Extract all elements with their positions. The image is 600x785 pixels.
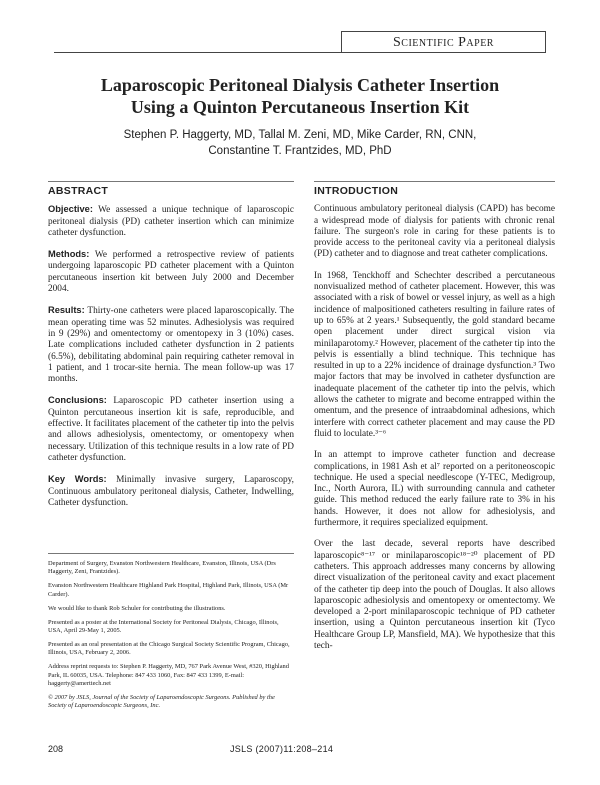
abstract-column [48, 181, 294, 519]
note-affiliation-2: Evanston Northwestern Healthcare Highland Park Hospital, Highland Park, Illinois, USA (Mr Carder). [48, 582, 289, 598]
abstract-keywords [48, 474, 294, 509]
author-notes [48, 553, 294, 716]
note-affiliation-1: Department of Surgery, Evanston Northwestern Healthcare, Evanston, Illinois, USA (Drs Haggerty, Zeni, Frantzides). [48, 560, 276, 576]
header-rule [54, 52, 546, 53]
intro-paragraph-4: Over the last decade, several reports have described laparoscopic⁸⁻¹⁷ or minilaparoscopic¹⁸⁻²⁰ placement of PD catheters. This approach addresses many concerns by allowing direct visualization of the peritoneal cavity and exact placement of the catheter tip deep into the pouch of Douglas. It also allows laparoscopic adhesiolysis and omentopexy or omentectomy. We developed a 2-port minilaparoscopic technique of PD catheter insertion, using a Quinton percutaneous insertion kit (Tyco Healthcare Group LP, Mansfield, MA). We hypothesize that this tech- [314, 539, 555, 651]
page-number: 208 [48, 744, 64, 754]
results-text: Thirty-one catheters were placed laparoscopically. The mean operating time was 52 minutes. Adhesiolysis was required in 9 (29%) and omentectomy or omentopexy in 3 (10%) cases. Late complications included catheter dysfunction in 2 patients (6.5%), debilitating abdominal pain requiring catheter removal in 1 patient, and 1 trocar-site hernia. The mean follow-up was 17 months. [48, 306, 294, 385]
abstract-methods [48, 249, 294, 295]
note-acknowledgment: We would like to thank Rob Schuler for contributing the illustrations. [48, 604, 226, 612]
conclusions-label: Conclusions: [48, 395, 107, 406]
authors-line-2: Constantine T. Frantzides, MD, PhD [208, 145, 392, 157]
methods-text: We performed a retrospective review of patients undergoing laparoscopic PD catheter placement with a Quinton percutaneous insertion kit between July 2000 and December 2004. [48, 250, 294, 295]
methods-label: Methods: [48, 249, 90, 260]
keywords-text: Minimally invasive surgery, Laparoscopy, Continuous ambulatory peritoneal dialysis, Catheter, Indwelling, Catheter dysfunction. [48, 475, 294, 508]
objective-text: We assessed a unique technique of laparoscopic peritoneal dialysis (PD) catheter insertion which can minimize catheter dysfunction. [48, 205, 294, 238]
note-reprint-address: Address reprint requests to: Stephen P. Haggerty, MD, 767 Park Avenue West, #320, Highland Park, IL 60035, USA. Telephone: 847 433 1060, Fax: 847 433 1399, E-mail: haggerty@amerttech.net [48, 663, 289, 687]
author-list [54, 127, 546, 159]
abstract-conclusions [48, 395, 294, 464]
note-presented-2: Presented as an oral presentation at the Chicago Surgical Society Scientific Program, Chicago, Illinois, USA, February 2, 2006. [48, 640, 290, 657]
intro-paragraph-3: In an attempt to improve catheter function and decrease complications, in 1981 Ash et al⁷ reported on a peritoneoscopic technique. He used a special needlescope (Y-TEC, Medigroup, Inc., North Aurora, IL) with surrounding cannula and catheter guide. This method reduced the early failure rate to 3% in his hands. However, it does not allow for adhesiolysis, and furthermore, it requires specialized equipment. [314, 450, 555, 529]
results-label: Results: [48, 305, 85, 316]
note-copyright: © 2007 by JSLS, Journal of the Society of Laparoendoscopic Surgeons. Published by the Society of Laparoendoscopic Surgeons, Inc. [48, 693, 275, 710]
authors-line-1: Stephen P. Haggerty, MD, Tallal M. Zeni, MD, Mike Carder, RN, CNN, [123, 129, 477, 141]
title-line-2: Using a Quinton Percutaneous Insertion Kit [130, 97, 470, 117]
abstract-heading: ABSTRACT [48, 181, 294, 197]
article-title [54, 74, 546, 118]
title-line-1: Laparoscopic Peritoneal Dialysis Catheter Insertion [100, 75, 500, 95]
introduction-column [314, 181, 555, 662]
conclusions-text: Laparoscopic PD catheter insertion using a Quinton percutaneous insertion kit is safe, reproducible, and effective. It facilitates placement of the catheter tip into the pelvis and allows adhesiolysis, omentectomy, or omentopexy when necessary. Utilization of this technique results in a low rate of PD catheter dysfunction. [48, 396, 294, 463]
journal-citation: JSLS (2007)11:208–214 [230, 744, 334, 754]
objective-label: Objective: [48, 204, 93, 215]
introduction-heading: INTRODUCTION [314, 181, 555, 197]
intro-paragraph-2: In 1968, Tenckhoff and Schechter described a percutaneous nonvisualized method of catheter placement. However, this was associated with a risk of bowel or vessel injury, as well as a high incidence of malpositioned catheters resulting in failure rates of up to 65% at 2 years.¹ Subsequently, the gold standard became open placement under direct surgical vision via minilaparotomy.² However, placement of the catheter tip into the pelvis is essentially a blind technique. This technique has resulted in up to a 22% incidence of drainage dysfunction.³ Two major factors that may be involved in catheter dysfunction are inadequate placement of the catheter tip into the pelvis, which allows the catheter to migrate and become entrapped within the omentum, and the presence of intraabdominal adhesions, which interfere with correct catheter placement and may cause the PD fluid to loculate.³⁻⁶ [314, 270, 555, 439]
intro-paragraph-1: Continuous ambulatory peritoneal dialysis (CAPD) has become a widespread mode of dialysis for patients with chronic renal failure. The surgeon's role in caring for these patients is to provide access to the peritoneal cavity via a peritoneal dialysis (PD) catheter and to diagnose and treat catheter complications. [314, 204, 555, 260]
section-label: Scientific Paper [341, 31, 546, 53]
note-presented-1: Presented as a poster at the International Society for Peritoneal Dialysis, Chicago, Illinois, USA, April 29-May 1, 2005. [48, 618, 279, 634]
keywords-label: Key Words: [48, 474, 107, 485]
abstract-results [48, 305, 294, 385]
abstract-objective [48, 204, 294, 239]
